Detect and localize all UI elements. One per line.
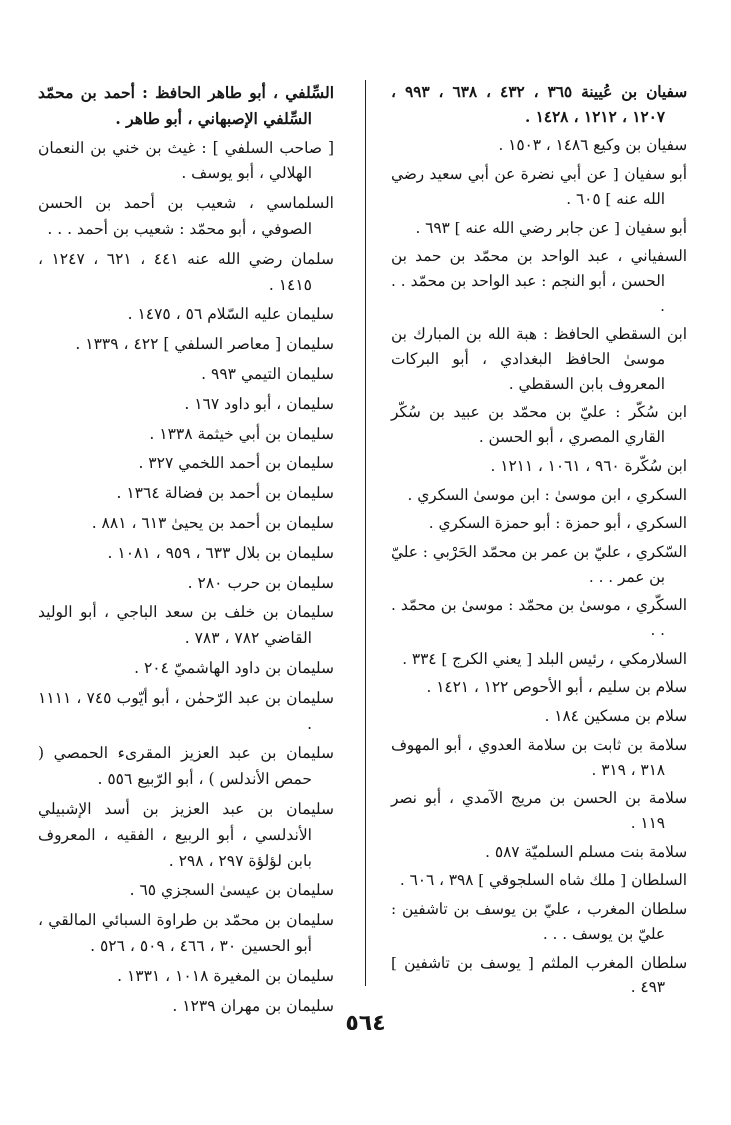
index-entry: سليمان التيمي ٩٩٣ .: [201, 364, 334, 383]
index-entry: سليمان بن بلال ٦٣٣ ، ٩٥٩ ، ١٠٨١ .: [107, 543, 334, 562]
index-entry: أبو سفيان [ عن أبي نضرة عن أبي سعيد رضي الله عنه ] ٦٠٥ .: [391, 165, 687, 208]
index-entry: سلامة بن الحسن بن مريج الآمدي ، أبو نصر ١١٩ .: [391, 789, 687, 832]
index-entry: سليمان بن عبد العزيز بن أسد الإشبيلي الأندلسي ، أبو الربيع ، الفقيه ، المعروف بابن لؤلؤة ٢٩٧ ، ٢٩٨ .: [38, 799, 334, 870]
index-entry: السفياني ، عبد الواحد بن محمّد بن حمد بن الحسن ، أبو النجم : عبد الواحد بن محمّد . . .: [391, 247, 687, 315]
index-entry: سليمان بن محمّد بن طراوة السبائي المالقي ، أبو الحسين ٣٠ ، ٤٦٦ ، ٥٠٩ ، ٥٢٦ .: [38, 911, 334, 955]
index-entry: سلام بن سليم ، أبو الأحوص ١٢٢ ، ١٤٢١ .: [426, 678, 687, 697]
index-entry: سفيان بن وكيع ١٤٨٦ ، ١٥٠٣ .: [498, 136, 687, 155]
index-entry: السِّلفي ، أبو طاهر الحافظ : أحمد بن محمّد السِّلفي الإصبهاني ، أبو طاهر .: [38, 83, 334, 128]
index-entry: سليمان بن عيسىٰ السجزي ٦٥ .: [129, 881, 334, 900]
index-entry: سليمان بن أحمد اللخمي ٣٢٧ .: [138, 454, 334, 473]
index-entry: السلماسي ، شعيب بن أحمد بن الحسن الصوفي ، أبو محمّد : شعيب بن أحمد . . .: [38, 194, 334, 238]
index-entry: سلطان المغرب الملثم [ يوسف بن تاشفين ] ٤٩٣ .: [391, 953, 687, 997]
index-entry: ابن السقطي الحافظ : هبة الله بن المبارك بن موسىٰ الحافظ البغدادي ، أبو البركات المعروف بابن السقطي .: [391, 325, 687, 393]
index-entry: السكري ، أبو حمزة : أبو حمزة السكري .: [428, 514, 687, 533]
index-entry: سفيان بن عُيينة ٣٦٥ ، ٤٣٢ ، ٦٣٨ ، ٩٩٣ ، ١٢٠٧ ، ١٢١٢ ، ١٤٢٨ .: [391, 83, 688, 126]
index-entry: السلطان [ ملك شاه السلجوقي ] ٣٩٨ ، ٦٠٦ .: [399, 871, 687, 890]
index-entry: سليمان بن أحمد بن فضالة ١٣٦٤ .: [116, 484, 334, 503]
index-entry: السلارمكي ، رئيس البلد [ يعني الكرج ] ٣٣٤ .: [402, 649, 687, 668]
index-entry: سليمان بن داود الهاشميّ ٢٠٤ .: [134, 658, 334, 677]
index-column-left: [38, 80, 334, 1025]
index-entry: ابن سُكّر : عليّ بن محمّد بن عبيد بن سُكّر القاري المصري ، أبو الحسن .: [391, 403, 687, 447]
index-entry: السكّري ، موسىٰ بن محمّد : موسىٰ بن محمّد . . .: [391, 596, 687, 640]
index-entry: سليمان بن خلف بن سعد الباجي ، أبو الوليد القاضي ٧٨٢ ، ٧٨٣ .: [38, 603, 334, 648]
index-entry: ابن سُكّرة ٩٦٠ ، ١٠٦١ ، ١٢١١ .: [490, 456, 687, 475]
index-entry: سلمان رضي الله عنه ٤٤١ ، ٦٢١ ، ١٢٤٧ ، ١٤١٥ .: [38, 249, 335, 294]
index-entry: سليمان [ معاصر السلفي ] ٤٢٢ ، ١٣٣٩ .: [75, 335, 334, 354]
index-entry: سليمان بن مهران ١٢٣٩ .: [172, 996, 334, 1015]
index-column-right: [391, 80, 687, 1025]
index-entry: سلطان المغرب ، عليّ بن يوسف بن تاشفين : عليّ بن يوسف . . .: [391, 900, 687, 943]
index-entry: سليمان ، أبو داود ١٦٧ .: [184, 394, 334, 413]
page-number: ٥٦٤: [345, 1011, 386, 1036]
index-entry: سليمان بن المغيرة ١٠١٨ ، ١٣٣١ .: [117, 966, 334, 985]
index-entry: سلام بن مسكين ١٨٤ .: [544, 707, 687, 726]
index-entry: سليمان عليه السّلام ٥٦ ، ١٤٧٥ .: [127, 305, 334, 324]
index-entry: سليمان بن عبد الرّحمٰن ، أبو أيّوب ٧٤٥ ، ١١١١ .: [38, 688, 334, 733]
index-entry: السكري ، ابن موسىٰ : ابن موسىٰ السكري .: [407, 485, 687, 504]
index-entry: أبو سفيان [ عن جابر رضي الله عنه ] ٦٩٣ .: [415, 218, 687, 237]
index-entry: سليمان بن عبد العزيز المقرىء الحمصي ( حمص الأندلس ) ، أبو الرّبيع ٥٥٦ .: [38, 744, 334, 789]
index-entry: سليمان بن حرب ٢٨٠ .: [187, 573, 334, 592]
index-entry: سلامة بن ثابت بن سلامة العدوي ، أبو المهوف ٣١٨ ، ٣١٩ .: [391, 735, 687, 779]
index-entry: السّكري ، عليّ بن عمر بن محمّد الحَرْبي : عليّ بن عمر . . .: [391, 542, 687, 586]
index-entry: سليمان بن أحمد بن يحيىٰ ٦١٣ ، ٨٨١ .: [91, 513, 334, 532]
index-entry: سلامة بنت مسلم السلميّة ٥٨٧ .: [485, 842, 687, 861]
index-entry: [ صاحب السلفي ] : غيث بن خني بن النعمان الهلالي ، أبو يوسف .: [38, 138, 334, 183]
index-entry: سليمان بن أبي خيثمة ١٣٣٨ .: [149, 424, 334, 443]
column-divider: [365, 80, 366, 986]
